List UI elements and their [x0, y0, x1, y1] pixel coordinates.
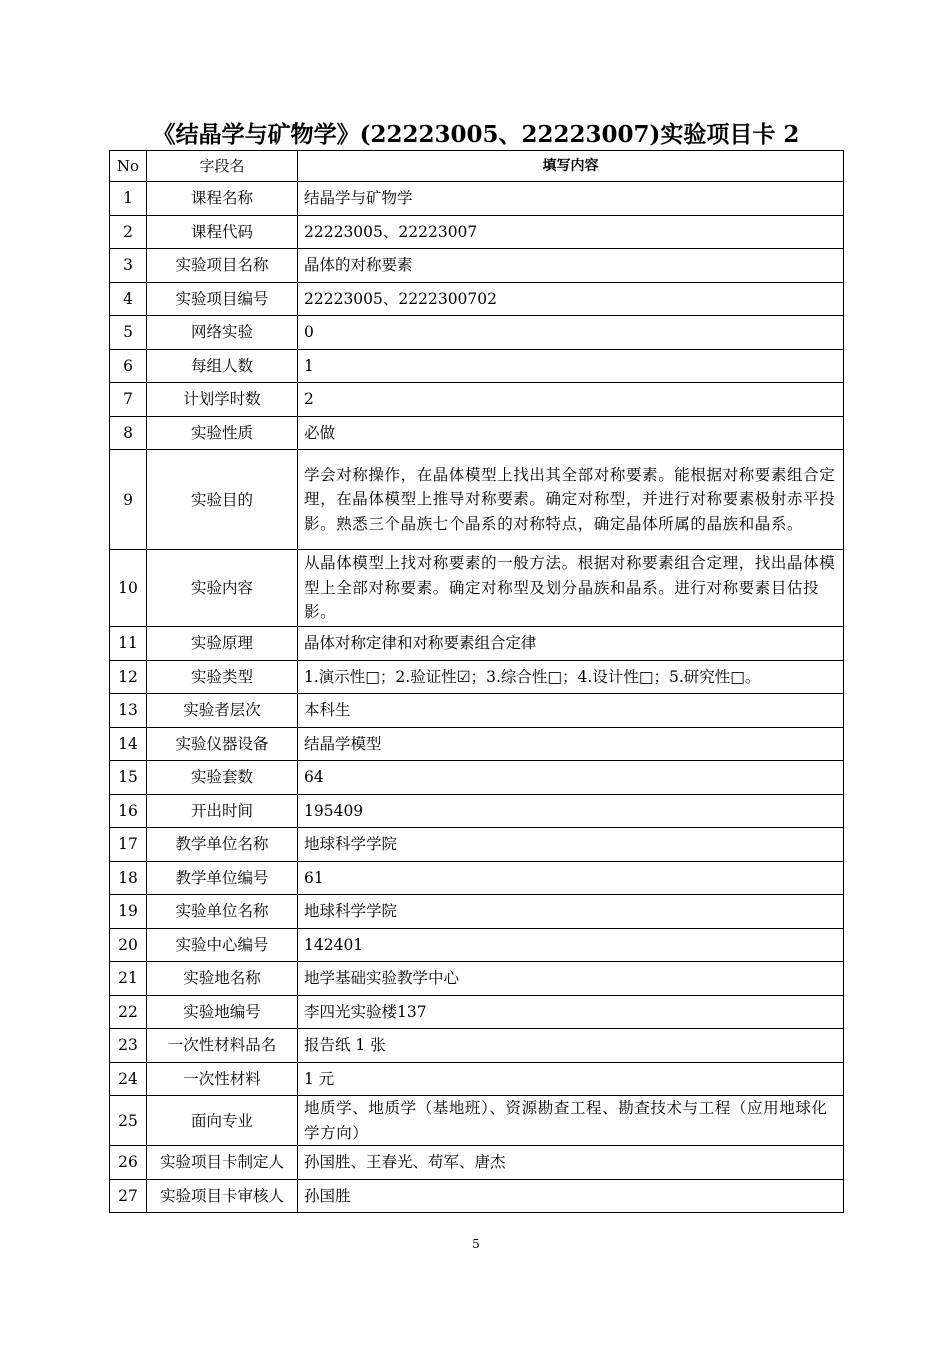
field-name: 实验项目名称: [147, 249, 298, 283]
row-number: 1: [110, 182, 147, 216]
header-field-name: 字段名: [147, 151, 298, 182]
field-value: 地质学、地质学（基地班）、资源勘查工程、勘查技术与工程（应用地球化学方向）: [298, 1096, 844, 1146]
field-name: 实验原理: [147, 627, 298, 661]
table-row: [110, 928, 844, 962]
row-number: 11: [110, 627, 147, 661]
table-row: [110, 249, 844, 283]
page-title: 《结晶学与矿物学》(22223005、22223007)实验项目卡 2: [152, 121, 800, 148]
table-row: [110, 215, 844, 249]
row-number: 19: [110, 895, 147, 929]
field-name: 实验项目卡制定人: [147, 1146, 298, 1180]
table-row: [110, 895, 844, 929]
row-number: 3: [110, 249, 147, 283]
row-number: 26: [110, 1146, 147, 1180]
field-value: 64: [298, 761, 844, 795]
row-number: 7: [110, 383, 147, 417]
row-number: 25: [110, 1096, 147, 1146]
row-number: 14: [110, 727, 147, 761]
field-name: 课程名称: [147, 182, 298, 216]
row-number: 2: [110, 215, 147, 249]
field-name: 教学单位名称: [147, 828, 298, 862]
field-name: 网络实验: [147, 316, 298, 350]
field-name: 实验中心编号: [147, 928, 298, 962]
field-value: 晶体对称定律和对称要素组合定律: [298, 627, 844, 661]
table-row: [110, 1179, 844, 1213]
field-value: 地学基础实验教学中心: [298, 962, 844, 996]
field-value: 142401: [298, 928, 844, 962]
field-value: 地球科学学院: [298, 828, 844, 862]
row-number: 10: [110, 550, 147, 627]
row-number: 20: [110, 928, 147, 962]
table-row: [110, 660, 844, 694]
row-number: 8: [110, 416, 147, 450]
field-name: 实验类型: [147, 660, 298, 694]
row-number: 13: [110, 694, 147, 728]
field-value: 地球科学学院: [298, 895, 844, 929]
field-value: 李四光实验楼137: [298, 995, 844, 1029]
field-name: 实验地编号: [147, 995, 298, 1029]
field-value: 1 元: [298, 1062, 844, 1096]
table-row: [110, 828, 844, 862]
field-name: 教学单位编号: [147, 861, 298, 895]
table-row: [110, 316, 844, 350]
row-number: 5: [110, 316, 147, 350]
field-name: 实验性质: [147, 416, 298, 450]
field-value: 孙国胜: [298, 1179, 844, 1213]
row-number: 24: [110, 1062, 147, 1096]
row-number: 22: [110, 995, 147, 1029]
table-row: [110, 794, 844, 828]
table-row: [110, 727, 844, 761]
field-value: 必做: [298, 416, 844, 450]
table-row: [110, 416, 844, 450]
field-name: 实验内容: [147, 550, 298, 627]
row-number: 27: [110, 1179, 147, 1213]
field-value: 结晶学与矿物学: [298, 182, 844, 216]
table-row: [110, 182, 844, 216]
field-name: 面向专业: [147, 1096, 298, 1146]
row-number: 21: [110, 962, 147, 996]
field-name: 课程代码: [147, 215, 298, 249]
field-value: 报告纸 1 张: [298, 1029, 844, 1063]
field-name: 一次性材料品名: [147, 1029, 298, 1063]
table-row: [110, 383, 844, 417]
row-number: 17: [110, 828, 147, 862]
table-row: [110, 995, 844, 1029]
row-number: 4: [110, 282, 147, 316]
table-row: [110, 282, 844, 316]
field-value: 0: [298, 316, 844, 350]
table-row: [110, 962, 844, 996]
field-name: 实验单位名称: [147, 895, 298, 929]
table-body: [110, 182, 844, 1213]
table-row: [110, 349, 844, 383]
field-value: 22223005、2222300702: [298, 282, 844, 316]
table-row: [110, 1029, 844, 1063]
field-name: 实验项目卡审核人: [147, 1179, 298, 1213]
experiment-card-table: [109, 150, 844, 1213]
table-row: [110, 1062, 844, 1096]
field-value: 195409: [298, 794, 844, 828]
field-value: 1: [298, 349, 844, 383]
header-no: No: [110, 151, 147, 182]
field-name: 一次性材料: [147, 1062, 298, 1096]
field-name: 实验目的: [147, 450, 298, 550]
row-number: 15: [110, 761, 147, 795]
row-number: 16: [110, 794, 147, 828]
field-value: 晶体的对称要素: [298, 249, 844, 283]
page-number: 5: [472, 1237, 480, 1251]
field-name: 实验地名称: [147, 962, 298, 996]
field-name: 实验仪器设备: [147, 727, 298, 761]
field-value: 从晶体模型上找对称要素的一般方法。根据对称要素组合定理，找出晶体模型上全部对称要素。确定对称型及划分晶族和晶系。进行对称要素目估投影。: [298, 550, 844, 627]
field-name: 实验者层次: [147, 694, 298, 728]
field-name: 每组人数: [147, 349, 298, 383]
field-value: 学会对称操作，在晶体模型上找出其全部对称要素。能根据对称要素组合定理，在晶体模型上推导对称要素。确定对称型，并进行对称要素极射赤平投影。熟悉三个晶族七个晶系的对称特点，确定晶体所属的晶族和晶系。: [298, 450, 844, 550]
field-value: 孙国胜、王春光、苟军、唐杰: [298, 1146, 844, 1180]
table-row: [110, 1096, 844, 1146]
field-name: 开出时间: [147, 794, 298, 828]
row-number: 18: [110, 861, 147, 895]
table-row: [110, 550, 844, 627]
row-number: 12: [110, 660, 147, 694]
table-row: [110, 450, 844, 550]
field-value: 1.演示性□；2.验证性☑；3.综合性□；4.设计性□；5.研究性□。: [298, 660, 844, 694]
row-number: 9: [110, 450, 147, 550]
header-content: 填写内容: [298, 151, 844, 182]
table-row: [110, 627, 844, 661]
field-value: 结晶学模型: [298, 727, 844, 761]
table-header-row: [110, 151, 844, 182]
table-row: [110, 1146, 844, 1180]
table-row: [110, 861, 844, 895]
table-row: [110, 761, 844, 795]
field-name: 实验套数: [147, 761, 298, 795]
field-value: 61: [298, 861, 844, 895]
field-name: 计划学时数: [147, 383, 298, 417]
field-value: 2: [298, 383, 844, 417]
row-number: 23: [110, 1029, 147, 1063]
field-name: 实验项目编号: [147, 282, 298, 316]
row-number: 6: [110, 349, 147, 383]
field-value: 22223005、22223007: [298, 215, 844, 249]
field-value: 本科生: [298, 694, 844, 728]
table-row: [110, 694, 844, 728]
